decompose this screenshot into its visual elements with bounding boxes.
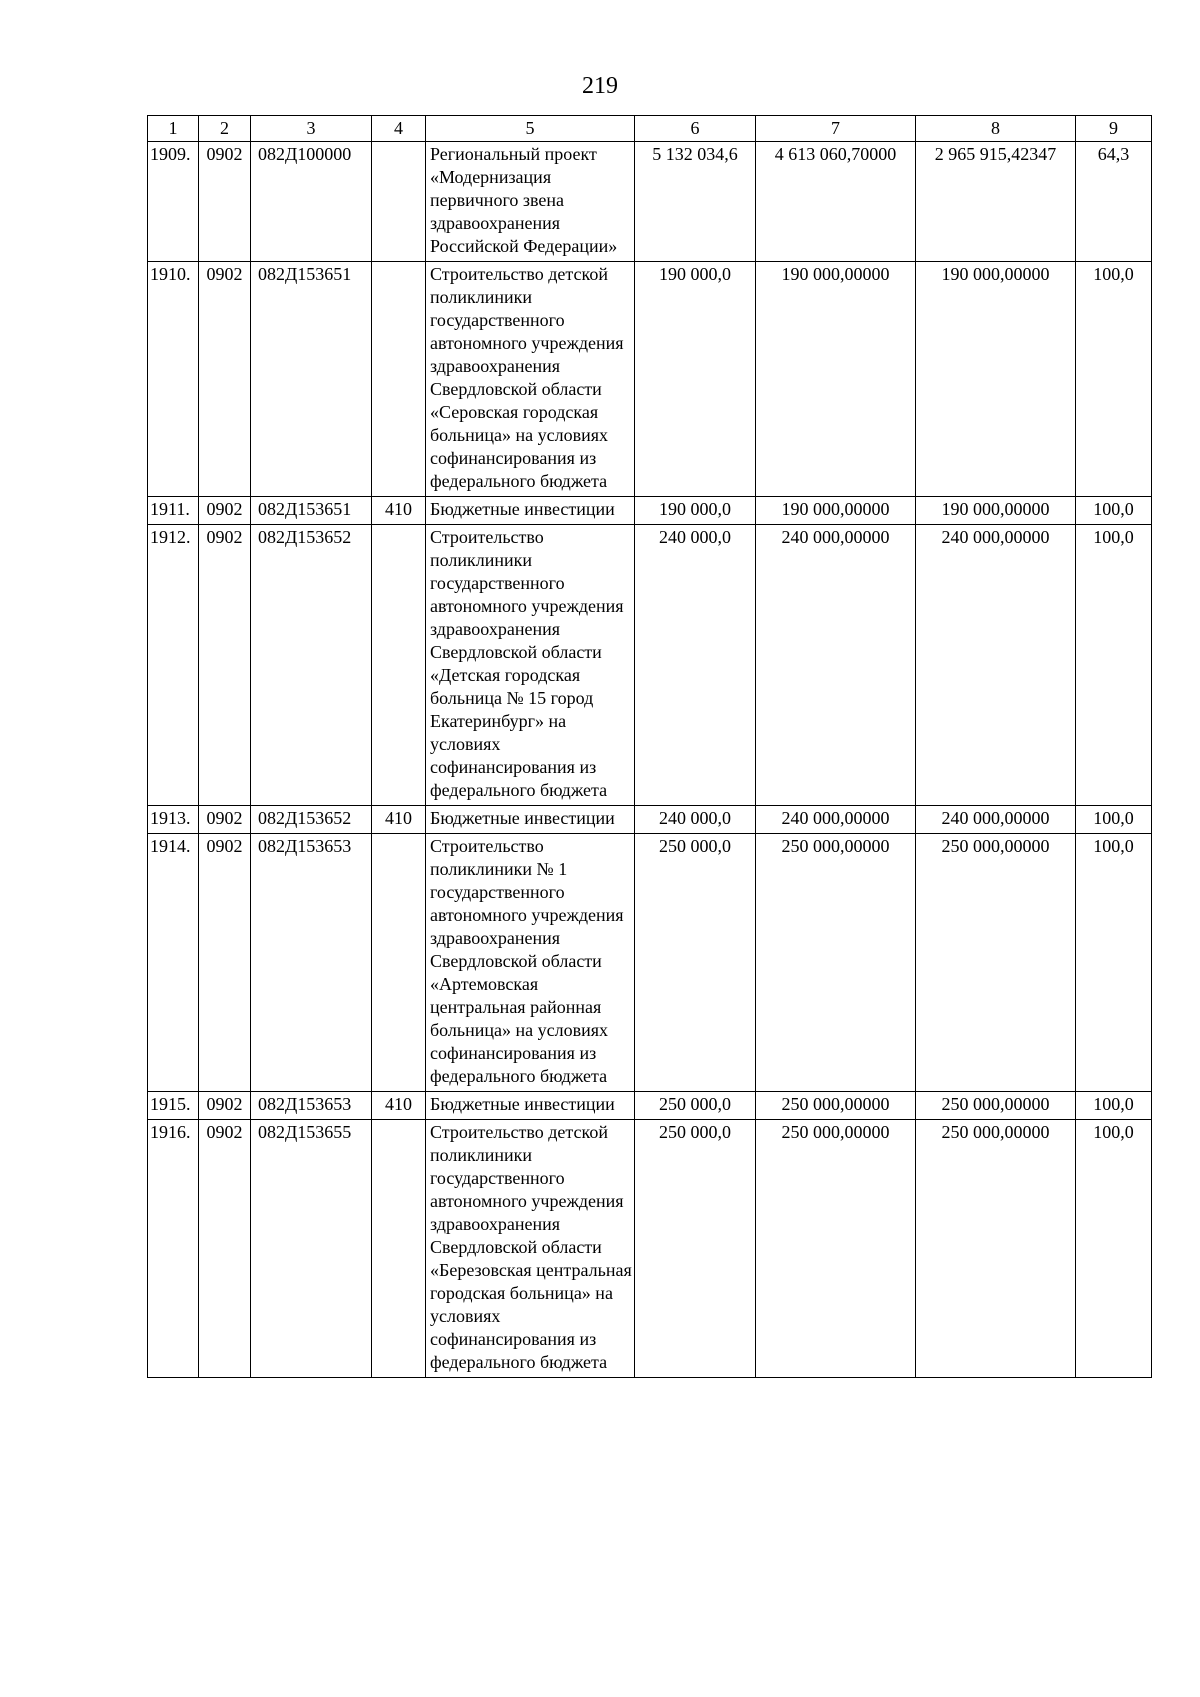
item-name: Бюджетные инвестиции xyxy=(426,806,635,834)
row-number: 1909. xyxy=(148,142,199,262)
column-header: 1 xyxy=(148,116,199,142)
row-number: 1915. xyxy=(148,1092,199,1120)
item-name: Бюджетные инвестиции xyxy=(426,1092,635,1120)
value-col-9: 100,0 xyxy=(1076,262,1152,497)
section-code: 0902 xyxy=(199,1120,251,1378)
budget-table xyxy=(147,115,1152,1378)
expense-kind-code: 410 xyxy=(372,806,426,834)
column-header: 7 xyxy=(756,116,916,142)
value-col-7: 250 000,00000 xyxy=(756,1092,916,1120)
value-col-6: 250 000,0 xyxy=(635,1092,756,1120)
value-col-6: 190 000,0 xyxy=(635,497,756,525)
column-header: 3 xyxy=(251,116,372,142)
value-col-6: 240 000,0 xyxy=(635,806,756,834)
table-row xyxy=(148,1120,1152,1378)
row-number: 1914. xyxy=(148,834,199,1092)
value-col-6: 250 000,0 xyxy=(635,1120,756,1378)
value-col-6: 240 000,0 xyxy=(635,525,756,806)
column-header: 4 xyxy=(372,116,426,142)
value-col-8: 250 000,00000 xyxy=(916,1120,1076,1378)
row-number: 1916. xyxy=(148,1120,199,1378)
value-col-8: 2 965 915,42347 xyxy=(916,142,1076,262)
value-col-9: 100,0 xyxy=(1076,1092,1152,1120)
column-header: 2 xyxy=(199,116,251,142)
section-code: 0902 xyxy=(199,834,251,1092)
target-item-code: 082Д153651 xyxy=(251,262,372,497)
value-col-9: 64,3 xyxy=(1076,142,1152,262)
expense-kind-code xyxy=(372,525,426,806)
target-item-code: 082Д153652 xyxy=(251,525,372,806)
value-col-7: 190 000,00000 xyxy=(756,497,916,525)
item-name: Строительство поликлиники государственного автономного учреждения здравоохранения Свердловской области «Детская городская больница № 15 город Екатеринбург» на условиях софинансирования из федерального бюджета xyxy=(426,525,635,806)
section-code: 0902 xyxy=(199,497,251,525)
section-code: 0902 xyxy=(199,525,251,806)
value-col-7: 240 000,00000 xyxy=(756,806,916,834)
value-col-8: 190 000,00000 xyxy=(916,497,1076,525)
value-col-7: 4 613 060,70000 xyxy=(756,142,916,262)
target-item-code: 082Д153655 xyxy=(251,1120,372,1378)
item-name: Строительство детской поликлиники государственного автономного учреждения здравоохранения Свердловской области «Березовская центральная городская больница» на условиях софинансирования из федерального бюджета xyxy=(426,1120,635,1378)
value-col-8: 250 000,00000 xyxy=(916,834,1076,1092)
value-col-7: 250 000,00000 xyxy=(756,834,916,1092)
table-row xyxy=(148,806,1152,834)
section-code: 0902 xyxy=(199,142,251,262)
value-col-6: 190 000,0 xyxy=(635,262,756,497)
value-col-9: 100,0 xyxy=(1076,834,1152,1092)
table-row xyxy=(148,262,1152,497)
expense-kind-code xyxy=(372,1120,426,1378)
column-header: 8 xyxy=(916,116,1076,142)
section-code: 0902 xyxy=(199,806,251,834)
section-code: 0902 xyxy=(199,262,251,497)
section-code: 0902 xyxy=(199,1092,251,1120)
value-col-9: 100,0 xyxy=(1076,525,1152,806)
value-col-9: 100,0 xyxy=(1076,497,1152,525)
value-col-7: 190 000,00000 xyxy=(756,262,916,497)
page-number: 219 xyxy=(582,73,618,99)
column-header: 9 xyxy=(1076,116,1152,142)
expense-kind-code xyxy=(372,834,426,1092)
row-number: 1910. xyxy=(148,262,199,497)
table-row xyxy=(148,1092,1152,1120)
row-number: 1912. xyxy=(148,525,199,806)
table-body xyxy=(148,142,1152,1378)
column-header: 6 xyxy=(635,116,756,142)
item-name: Региональный проект «Модернизация первичного звена здравоохранения Российской Федерации» xyxy=(426,142,635,262)
value-col-8: 240 000,00000 xyxy=(916,806,1076,834)
value-col-6: 250 000,0 xyxy=(635,834,756,1092)
value-col-8: 250 000,00000 xyxy=(916,1092,1076,1120)
item-name: Строительство детской поликлиники государственного автономного учреждения здравоохранения Свердловской области «Серовская городская больница» на условиях софинансирования из федерального бюджета xyxy=(426,262,635,497)
value-col-9: 100,0 xyxy=(1076,1120,1152,1378)
item-name: Строительство поликлиники № 1 государственного автономного учреждения здравоохранения Свердловской области «Артемовская центральная районная больница» на условиях софинансирования из федерального бюджета xyxy=(426,834,635,1092)
value-col-7: 250 000,00000 xyxy=(756,1120,916,1378)
expense-kind-code: 410 xyxy=(372,1092,426,1120)
target-item-code: 082Д100000 xyxy=(251,142,372,262)
value-col-8: 190 000,00000 xyxy=(916,262,1076,497)
table-row xyxy=(148,497,1152,525)
value-col-6: 5 132 034,6 xyxy=(635,142,756,262)
target-item-code: 082Д153651 xyxy=(251,497,372,525)
target-item-code: 082Д153652 xyxy=(251,806,372,834)
table-row xyxy=(148,525,1152,806)
value-col-7: 240 000,00000 xyxy=(756,525,916,806)
row-number: 1913. xyxy=(148,806,199,834)
column-header: 5 xyxy=(426,116,635,142)
target-item-code: 082Д153653 xyxy=(251,834,372,1092)
header-row xyxy=(148,116,1152,142)
expense-kind-code xyxy=(372,142,426,262)
target-item-code: 082Д153653 xyxy=(251,1092,372,1120)
value-col-8: 240 000,00000 xyxy=(916,525,1076,806)
value-col-9: 100,0 xyxy=(1076,806,1152,834)
expense-kind-code xyxy=(372,262,426,497)
table-row xyxy=(148,142,1152,262)
expense-kind-code: 410 xyxy=(372,497,426,525)
table-row xyxy=(148,834,1152,1092)
item-name: Бюджетные инвестиции xyxy=(426,497,635,525)
row-number: 1911. xyxy=(148,497,199,525)
